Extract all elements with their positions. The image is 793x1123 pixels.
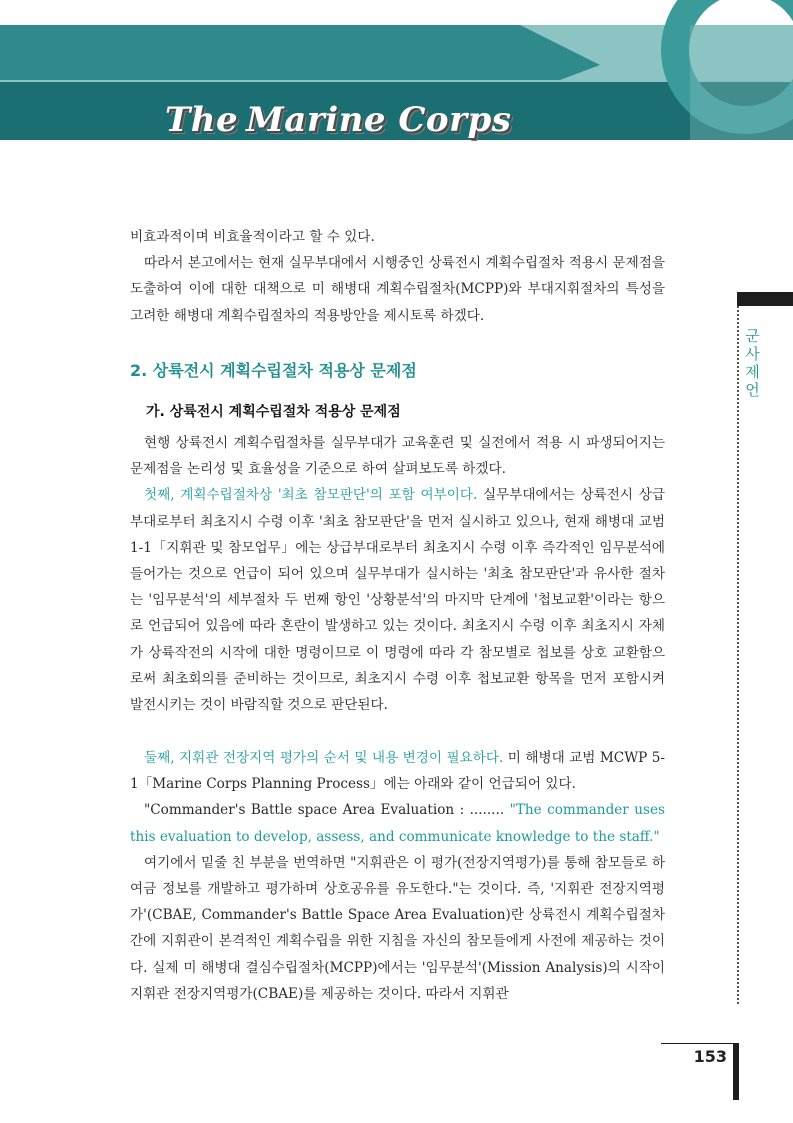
- side-tab-label: 군사제언: [743, 328, 761, 400]
- page-number: 153: [693, 1047, 727, 1066]
- side-tab-bar: [737, 292, 793, 306]
- footer-rule: [661, 1043, 733, 1044]
- side-tab-dotted-rule: [737, 306, 739, 1004]
- magazine-title: [165, 100, 511, 140]
- quote-lead: "Commander's Battle space Area Evaluation : ........: [144, 802, 510, 819]
- banner-graphic: [0, 0, 793, 175]
- body1-paragraph-2: [130, 482, 665, 718]
- point-one-lead: 첫째, 계획수립절차상 '최초 참모판단'의 포함 여부이다.: [144, 487, 478, 504]
- body2-paragraph-2: 여기에서 밑줄 친 부분을 번역하면 "지휘관은 이 평가(전장지역평가)를 통해 참모들로 하여금 정보를 개발하고 평가하며 상호공유를 유도한다."는 것이다. 즉, '지휘관 전장지역평가'(CBAE, Commander's Battle Space Area Evaluation)란 상륙전시 계획수립절차간에 지휘관이 본격적인 계획수립을 위한 지침을 자신의 참모들에게 사전에 제공하는 것이다. 실제 미 해병대 결심수립절차(MCPP)에서는 '임무분석'(Mission Analysis)의 시작이 지휘관 전장지역평가(CBAE)를 제공하는 것이다. 따라서 지휘관: [130, 854, 665, 1002]
- footer-bar: [733, 1043, 739, 1100]
- section-heading: 2. 상륙전시 계획수립절차 적용상 문제점: [130, 361, 417, 380]
- point-two-text: 미 해병대 교범 MCWP 5-1「Marine Corps Planning Process」에는 아래와 같이 언급되어 있다.: [130, 750, 665, 793]
- section-subheading: 가. 상륙전시 계획수립절차 적용상 문제점: [146, 404, 401, 420]
- section-side-tab: [733, 292, 793, 1004]
- header-banner: [0, 0, 793, 175]
- magazine-title-word1: The: [165, 100, 239, 140]
- intro-paragraph-2: 따라서 본고에서는 현재 실무부대에서 시행중인 상륙전시 계획수립절차 적용시 문제점을 도출하여 이에 대한 대책으로 미 해병대 계획수립절차(MCPP)와 부대지휘절차의 특성을 고려한 해병대 계획수립절차의 적용방안을 제시토록 하겠다.: [130, 255, 665, 324]
- body2-paragraph-1: [130, 745, 665, 797]
- quote-paragraph: [130, 797, 665, 849]
- body-text-2: [130, 745, 665, 1007]
- intro-text: [130, 224, 665, 329]
- point-two-lead: 둘째, 지휘관 전장지역 평가의 순서 및 내용 변경이 필요하다.: [144, 750, 504, 766]
- body1-paragraph-1: 현행 상륙전시 계획수립절차를 실무부대가 교육훈련 및 실전에서 적용 시 파생되어지는 문제점을 논리성 및 효율성을 기준으로 하여 살펴보도록 하겠다.: [130, 435, 665, 478]
- point-one-text: 실무부대에서는 상륙전시 상급부대로부터 최초지시 수령 이후 '최초 참모판단'을 먼저 실시하고 있으나, 현재 해병대 교범 1-1「지휘관 및 참모업무」에는 상급부대로부터 최초지시 수령 이후 즉각적인 임무분석에 들어가는 것으로 언급이 되어 있으며 실무부대가 실시하는 '최초 참모판단'과 유사한 절차는 '임무분석'의 세부절차 두 번째 항인 '상황분석'의 마지막 단계에 '첩보교환'이라는 항으로 언급되어 있음에 따라 혼란이 발생하고 있는 것이다. 최초지시 수령 이후 최초지시 자체가 상륙작전의 시작에 대한 명령이므로 이 명령에 따라 각 참모별로 첩보를 상호 교환함으로써 최초회의를 준비하는 것이므로, 최초지시 수령 이후 첩보교환 항목을 먼저 포함시켜 발전시키는 것이 바람직할 것으로 판단된다.: [130, 487, 665, 714]
- quote-highlight: "The commander uses this evaluation to develop, assess, and communicate knowledge to the staff.": [130, 802, 665, 845]
- intro-paragraph-1: 비효과적이며 비효율적이라고 할 수 있다.: [130, 229, 375, 245]
- body-text-1: [130, 430, 665, 718]
- magazine-title-word2: Marine Corps: [246, 100, 512, 140]
